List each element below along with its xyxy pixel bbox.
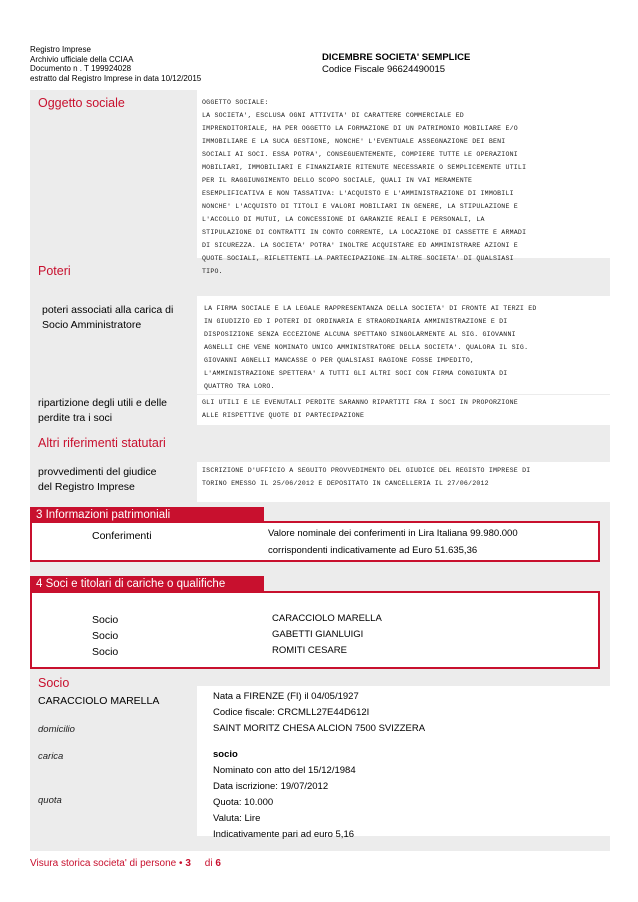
nominato-value: Nominato con atto del 15/12/1984	[213, 765, 356, 776]
socio-name: ROMITI CESARE	[272, 645, 347, 656]
section3-bar: 3 Informazioni patrimoniali	[30, 507, 264, 523]
valuta-value: Valuta: Lire	[213, 813, 261, 824]
altri-label: provvedimenti del giudice del Registro Imprese	[38, 466, 157, 493]
oggetto-title: Oggetto sociale	[38, 96, 125, 110]
ripartizione-text: GLI UTILI E LE EVENUTALI PERDITE SARANNO RIPARTITI FRA I SOCI IN PROPORZIONE ALLE RISPETTIVE QUOTE DI PARTECIPAZIONE	[202, 399, 518, 419]
poteri-label: poteri associati alla carica di Socio Amministratore	[42, 304, 174, 331]
carica-value: socio	[213, 749, 238, 760]
domicilio-value: SAINT MORITZ CHESA ALCION 7500 SVIZZERA	[213, 723, 426, 734]
page-footer	[30, 858, 221, 869]
footer-total: 6	[215, 858, 221, 869]
oggetto-text: OGGETTO SOCIALE: LA SOCIETA', ESCLUSA OGNI ATTIVITA' DI CARATTERE COMMERCIALE ED IMPRENDITORIALE, HA PER OGGETTO LA FORMAZIONE DI UN PATRIMONIO MOBILIARE E/O IMMOBILIARE E LA SUCA GESTIONE, NONCHE' L'EVENTUALE ASSEGNAZIONE DEI BENI SOCIALI AI SOCI. ESSA POTRA', CONSEGUENTEMENTE, COMPIERE TUTTE LE OPERAZIONI MOBILIARI, IMMOBILIARI E FINANZIARIE RITENUTE NECESSARIE O SEMPLICEMENTE UTILI PER IL RAGGIUNGIMENTO DELLO SCOPO SOCIALE, QUALI IN VAI MERAMENTE ESEMPLIFICATIVA E NON TASSATIVA: L'ACQUISTO E L'AMMINISTRAZIONE DI IMMOBILI NONCHE' L'ACQUISTO DI TITOLI E VALORI MOBILIARI IN GENERE, LA STIPULAZIONE E L'ACCOLLO DI MUTUI, LA CONCESSIONE DI GARANZIE REALI E PERSONALI, LA STIPULAZIONE DI CONTRATTI IN CONTO CORRENTE, LA LOCAZIONE DI CASSETTE E ARMADI DI SICUREZZA. LA SOCIETA' POTRA' INOLTRE ACQUISTARE ED AMMINISTRARE AZIONI E QUOTE SOCIALI, RIFLETTENTI LA PARTECIPAZIONE IN ALTRE SOCIETA' DI QUALSIASI TIPO.	[202, 99, 527, 275]
socio-name: GABETTI GIANLUIGI	[272, 629, 364, 640]
footer-page: 3	[185, 858, 191, 869]
conferimenti-line1: Valore nominale dei conferimenti in Lira Italiana 99.980.000	[268, 528, 518, 539]
socio-role: Socio	[92, 630, 119, 642]
socio-birth: Nata a FIRENZE (FI) il 04/05/1927	[213, 691, 359, 702]
ripartizione-label: ripartizione degli utili e delle perdite tra i soci	[38, 397, 167, 424]
socio-role: Socio	[92, 614, 119, 626]
header-line: Registro Imprese	[30, 45, 91, 54]
header-line: estratto dal Registro Imprese in data 10/12/2015	[30, 73, 202, 83]
socio-role: Socio	[92, 646, 119, 658]
socio-detail-name: CARACCIOLO MARELLA	[38, 695, 160, 707]
socio-title: Socio	[38, 676, 70, 690]
registry-header	[30, 45, 201, 83]
fiscal-code: Codice Fiscale 96624490015	[322, 64, 446, 75]
iscrizione-value: Data iscrizione: 19/07/2012	[213, 781, 329, 792]
header-line: Archivio ufficiale della CCIAA	[30, 54, 134, 64]
altri-text: ISCRIZIONE D'UFFICIO A SEGUITO PROVVEDIMENTO DEL GIUDICE DEL REGISTO IMPRESE DI TORINO EMESSO IL 25/06/2012 E DEPOSITATO IN CANCELLERIA IL 27/06/2012	[202, 467, 531, 487]
company-header	[322, 52, 470, 76]
footer-di: di	[204, 858, 213, 869]
section4-bar: 4 Soci e titolari di cariche o qualifiche	[30, 576, 264, 592]
domicilio-label: domicilio	[38, 724, 75, 735]
altri-title: Altri riferimenti statutari	[38, 436, 166, 450]
quota-value: Quota: 10.000	[213, 797, 274, 808]
poteri-text: LA FIRMA SOCIALE E LA LEGALE RAPPRESENTANZA DELLA SOCIETA' DI FRONTE AI TERZI ED IN GIUDIZIO ED I POTERI DI ORDINARIA E STRAORDINARIA AMMINISTRAZIONE E DI DISPOSIZIONE SENZA ECCEZIONE ALCUNA SPETTANO SINGOLARMENTE AL SIG. GIOVANNI AGNELLI CHE VENE NOMINATO UNICO AMMINISTRATORE DELLA SOCIETA'. QUALORA IL SIG. GIOVANNI AGNELLI MANCASSE O PER QUALSIASI RAGIONE FOSSE IMPEDITO, L'AMMINISTRAZIONE SPETTERA' A TUTTI GLI ALTRI SOCI CON FIRMA CONGIUNTA DI QUATTRO TRA LORO.	[204, 305, 537, 390]
company-name: DICEMBRE SOCIETA' SEMPLICE	[322, 52, 471, 63]
footer-text: Visura storica societa' di persone •	[30, 858, 183, 869]
quota-label: quota	[38, 795, 62, 806]
socio-cf: Codice fiscale: CRCMLL27E44D612I	[213, 707, 370, 718]
carica-label: carica	[38, 751, 64, 762]
poteri-title: Poteri	[38, 264, 71, 278]
euro-value: Indicativamente pari ad euro 5,16	[213, 829, 355, 840]
header-line: Documento n . T 199924028	[30, 64, 132, 73]
socio-name: CARACCIOLO MARELLA	[272, 613, 382, 624]
conferimenti-label: Conferimenti	[92, 530, 152, 542]
conferimenti-line2: corrispondenti indicativamente ad Euro 51.635,36	[268, 545, 478, 556]
